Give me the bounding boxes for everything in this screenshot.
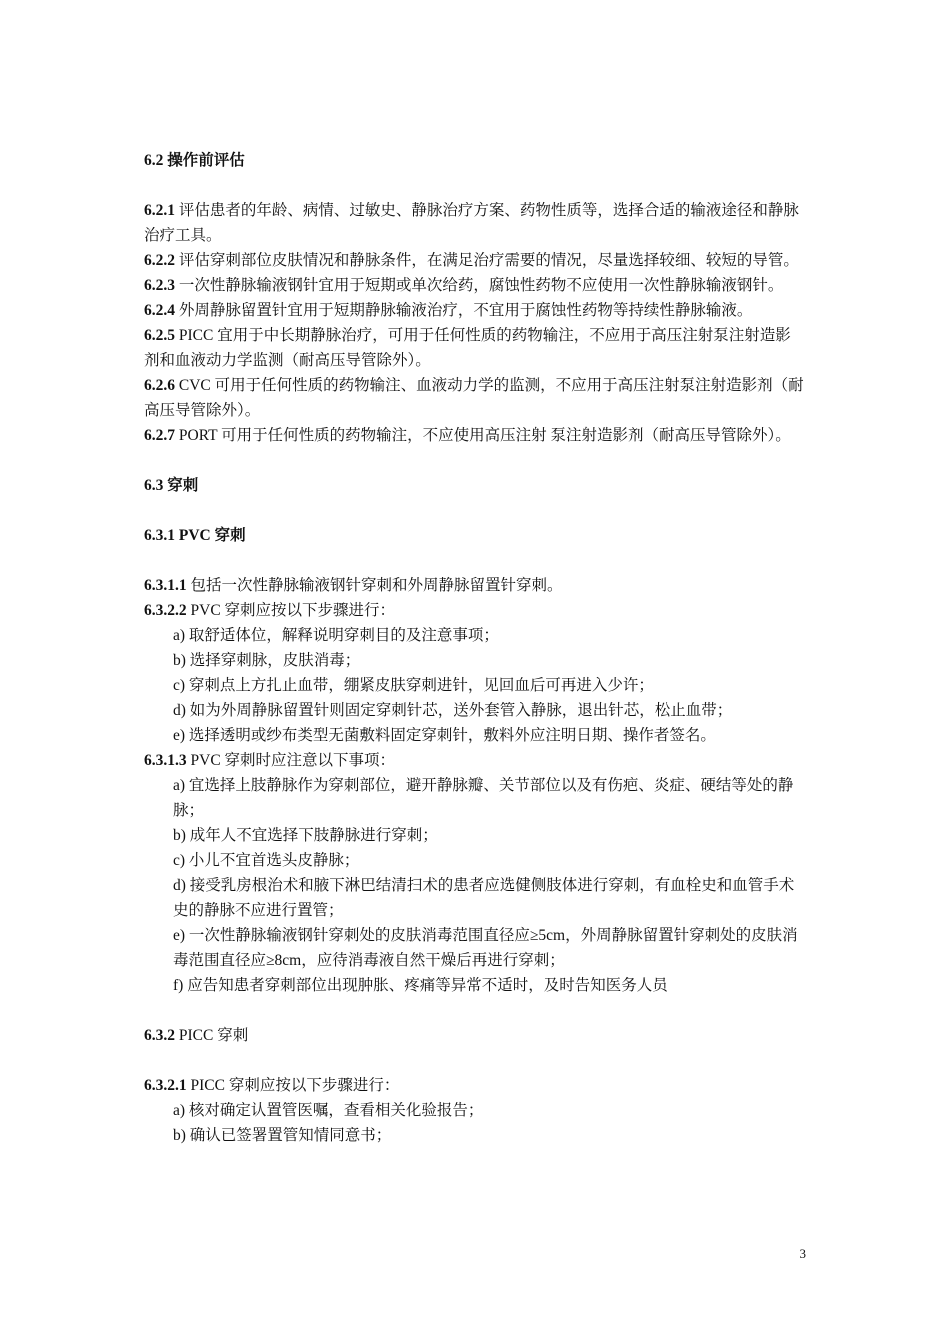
paragraph-6-2-6: 6.2.6 CVC 可用于任何性质的药物输注、血液动力学的监测，不应用于高压注射泵注射造影剂（耐高压导管除外）。: [144, 377, 804, 419]
paragraph-6-2-3: 6.2.3 一次性静脉输液钢针宜用于短期或单次给药，腐蚀性药物不应使用一次性静脉输液钢针。: [144, 277, 784, 294]
section-heading-6-2: 6.2 操作前评估: [144, 152, 245, 169]
list-item: b) 选择穿刺脉，皮肤消毒；: [173, 652, 361, 669]
paragraph-6-2-7: 6.2.7 PORT 可用于任何性质的药物输注，不应使用高压注射 泵注射造影剂（耐高压导管除外）。: [144, 427, 791, 444]
list-item: f) 应告知患者穿刺部位出现肿胀、疼痛等异常不适时，及时告知医务人员: [173, 977, 668, 994]
list-item: c) 小儿不宜首选头皮静脉；: [173, 852, 360, 869]
paragraph-6-3-2-1: 6.3.2.1 PICC 穿刺应按以下步骤进行：: [144, 1077, 400, 1094]
list-item: a) 核对确定认置管医嘱，查看相关化验报告；: [173, 1102, 484, 1119]
list-item: c) 穿刺点上方扎止血带，绷紧皮肤穿刺进针，见回血后可再进入少许；: [173, 677, 654, 694]
paragraph-6-3-2-2: 6.3.2.2 PVC 穿刺应按以下步骤进行：: [144, 602, 396, 619]
section-heading-6-3: 6.3 穿刺: [144, 477, 199, 494]
paragraph-6-3-1-1: 6.3.1.1 包括一次性静脉输液钢针穿刺和外周静脉留置针穿刺。: [144, 577, 563, 594]
paragraph-6-2-1: 6.2.1 评估患者的年龄、病情、过敏史、静脉治疗方案、药物性质等，选择合适的输液途径和静脉治疗工具。: [144, 202, 799, 244]
paragraph-6-2-4: 6.2.4 外周静脉留置针宜用于短期静脉输液治疗，不宜用于腐蚀性药物等持续性静脉输液。: [144, 302, 753, 319]
section-heading-6-3-1: 6.3.1 PVC 穿刺: [144, 527, 246, 544]
list-item: b) 成年人不宜选择下肢静脉进行穿刺；: [173, 827, 438, 844]
list-item: d) 如为外周静脉留置针则固定穿刺针芯，送外套管入静脉，退出针芯，松止血带；: [173, 702, 733, 719]
list-item: a) 宜选择上肢静脉作为穿刺部位，避开静脉瓣、关节部位以及有伤疤、炎症、硬结等处的静脉；: [173, 777, 794, 819]
list-item: d) 接受乳房根治术和腋下淋巴结清扫术的患者应选健侧肢体进行穿刺，有血栓史和血管手术史的静脉不应进行置管；: [173, 877, 795, 919]
page-number: 3: [799, 1246, 806, 1261]
paragraph-6-3-1-3: 6.3.1.3 PVC 穿刺时应注意以下事项：: [144, 752, 396, 769]
section-heading-6-3-2: 6.3.2 PICC 穿刺: [144, 1027, 249, 1044]
list-item: b) 确认已签署置管知情同意书；: [173, 1127, 392, 1144]
paragraph-6-2-5: 6.2.5 PICC 宜用于中长期静脉治疗，可用于任何性质的药物输注，不应用于高压注射泵注射造影剂和血液动力学监测（耐高压导管除外）。: [144, 327, 791, 369]
document-body: [144, 148, 806, 1148]
list-item: e) 选择透明或纱布类型无菌敷料固定穿刺针，敷料外应注明日期、操作者签名。: [173, 727, 716, 744]
list-item: a) 取舒适体位，解释说明穿刺目的及注意事项；: [173, 627, 499, 644]
paragraph-6-2-2: 6.2.2 评估穿刺部位皮肤情况和静脉条件，在满足治疗需要的情况，尽量选择较细、较短的导管。: [144, 252, 799, 269]
list-item: e) 一次性静脉输液钢针穿刺处的皮肤消毒范围直径应≥5cm，外周静脉留置针穿刺处的皮肤消毒范围直径应≥8cm，应待消毒液自然干燥后再进行穿刺；: [173, 927, 798, 969]
